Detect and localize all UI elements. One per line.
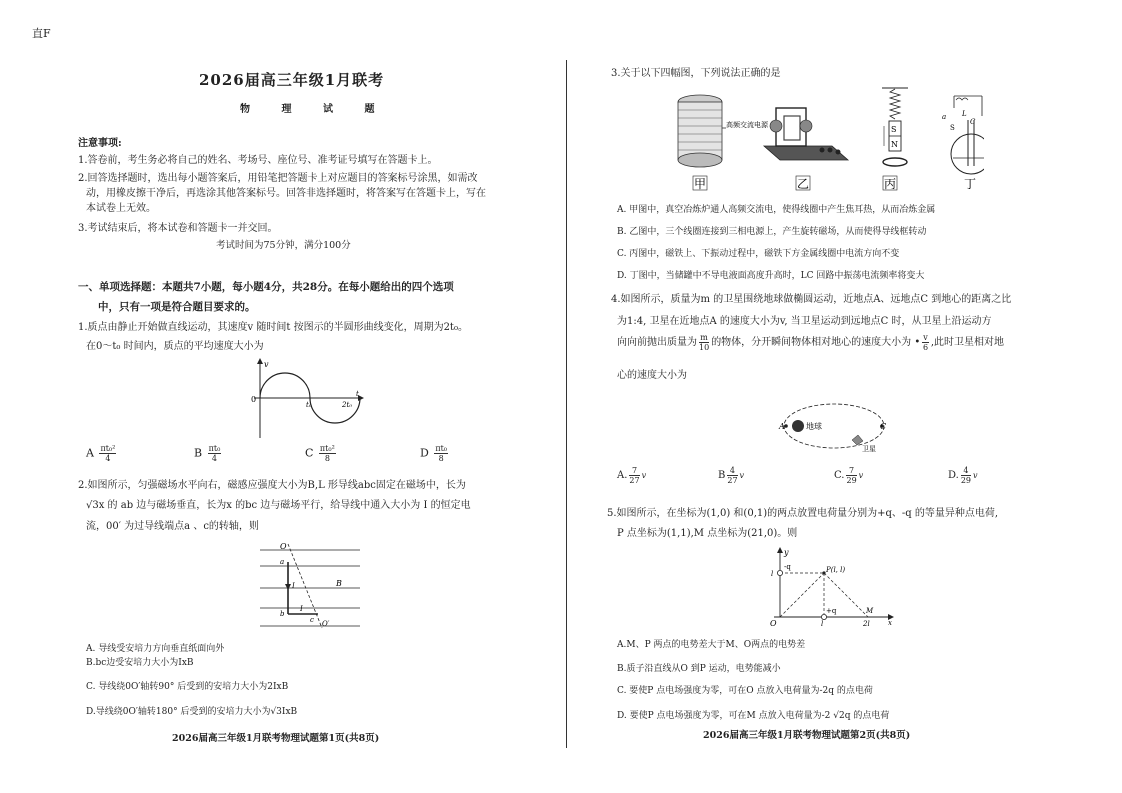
frac-num: 4 bbox=[727, 466, 737, 476]
time-info: 考试时间为75分钟，满分100分 bbox=[216, 240, 351, 251]
frac-num: πt₀² bbox=[100, 444, 116, 453]
q4-label-A: A bbox=[779, 422, 785, 431]
magnet-N: N bbox=[891, 140, 898, 149]
q2-option-d[interactable]: D.导线绕0O′轴转180° 后受到的安培力大小为√3IxB bbox=[86, 707, 298, 717]
q2-label-B: B bbox=[336, 579, 342, 588]
frac-den: 29 bbox=[846, 476, 857, 485]
furnace-image bbox=[678, 95, 769, 167]
frac-den: 10 bbox=[699, 343, 710, 352]
q3-option-b[interactable]: B. 乙图中，三个线圈连接到三相电源上，产生旋转磁场，从而使得导线框转动 bbox=[617, 227, 927, 237]
notice-line: 3.考试结束后，将本试卷和答题卡一并交回。 bbox=[78, 223, 278, 234]
section-heading: 一、单项选择题：本题共7小题，每小题4分，共28分。在每小题给出的四个选项 bbox=[78, 281, 454, 293]
option-unit: v bbox=[973, 471, 978, 480]
frac-den: 4 bbox=[211, 454, 217, 463]
q5-option-d[interactable]: D. 要使P 点电场强度为零，可在M 点放入电荷量为-2 √2q 的点电荷 bbox=[617, 711, 890, 721]
frac-num: 4 bbox=[961, 466, 971, 476]
q4-label-satellite: 卫星 bbox=[862, 445, 876, 453]
q5-option-a[interactable]: A.M、P 两点的电势差大于M、O两点的电势差 bbox=[617, 640, 806, 650]
q5-stem-cont: P 点坐标为(1,1),M 点坐标为(21,0)。则 bbox=[617, 528, 798, 539]
q4-text: ,此时卫星相对地 bbox=[930, 337, 1004, 348]
frac-num: πt₀² bbox=[319, 444, 335, 453]
q4-label-earth: 地球 bbox=[806, 422, 822, 431]
corner-mark: 直F bbox=[32, 27, 51, 40]
q2-label-b: b bbox=[280, 610, 285, 618]
q2-label-I2: I bbox=[300, 605, 303, 613]
q5-axis-x: x bbox=[888, 619, 892, 627]
q4-stem-cont: 心的速度大小为 bbox=[617, 370, 687, 381]
q4-stem: 4.如图所示，质量为m 的卫星围绕地球做椭圆运动，近地点A、远地点C 到地心的距离之比 bbox=[611, 294, 1012, 305]
q5-coordinate-figure bbox=[764, 545, 896, 627]
q1-option-d[interactable] bbox=[420, 444, 450, 463]
option-letter: C. bbox=[834, 470, 845, 481]
q4-option-a[interactable] bbox=[617, 466, 646, 485]
option-unit: v bbox=[739, 471, 745, 480]
q1-origin: 0 bbox=[251, 395, 257, 404]
page-footer-left: 2026届高三年级1月联考物理试题第1页(共8页) bbox=[172, 733, 380, 744]
option-letter: B bbox=[194, 446, 203, 460]
frac-num: πt₀ bbox=[208, 444, 221, 453]
q4-option-b[interactable] bbox=[718, 466, 744, 485]
notice-line: 1.答卷前，考生务必将自己的姓名、考场号、座位号、准考证号填写在答题卡上。 bbox=[78, 155, 438, 166]
notice-line: 动，用橡皮擦干净后，再选涂其他答案标号。回答非选择题时，将答案写在答题卡上，写在 bbox=[86, 188, 486, 199]
q5-label-minus-q: -q bbox=[784, 563, 791, 571]
q2-label-O2: O′ bbox=[322, 620, 330, 628]
q1-option-b[interactable] bbox=[194, 444, 223, 463]
q5-label-P: P(l, l) bbox=[826, 566, 846, 574]
option-unit: v bbox=[641, 471, 647, 480]
frac-den: 27 bbox=[629, 476, 640, 485]
frac-num: m bbox=[700, 333, 708, 342]
option-letter: A bbox=[86, 446, 94, 460]
q2-option-a[interactable]: A. 导线受安培力方向垂直纸面向外 bbox=[86, 644, 225, 654]
q5-axis-y: y bbox=[784, 548, 789, 557]
q2-stem-cont: √3x 的 ab 边与磁场垂直，长为x 的bc 边与磁场平行，给导线中通入大小为 I 的恒定电 bbox=[86, 500, 471, 511]
q5-label-O: O bbox=[770, 619, 777, 627]
q4-stem-cont: 为1:4, 卫星在近地点A 的速度大小为v, 当卫星运动到远地点C 时，从卫星上沿运动方 bbox=[617, 316, 992, 327]
section-heading-cont: 中，只有一项是符合题目要求的。 bbox=[98, 301, 256, 313]
q1-2t0: 2t₀ bbox=[342, 401, 353, 409]
exam-title: 2026届高三年级1月联考 bbox=[199, 71, 385, 89]
fig-label-bing: 丙 bbox=[884, 177, 897, 191]
q4-option-c[interactable] bbox=[834, 466, 863, 485]
q2-option-c[interactable]: C. 导线绕0O′轴转90° 后受到的安培力大小为2IxB bbox=[86, 682, 289, 692]
frac-den: 4 bbox=[105, 454, 111, 463]
frac-den: 8 bbox=[438, 454, 444, 463]
q3-figures bbox=[672, 86, 984, 198]
q4-orbit-figure bbox=[776, 396, 892, 458]
q1-stem-cont: 在0～t₀ 时间内，质点的平均速度大小为 bbox=[86, 341, 264, 352]
q2-label-c: c bbox=[310, 616, 314, 624]
option-letter: A. bbox=[617, 470, 628, 481]
lc-label-a: a bbox=[942, 113, 947, 121]
q3-option-d[interactable]: D. 丁图中，当储罐中不导电液面高度升高时，LC 回路中振荡电流频率将变大 bbox=[617, 271, 925, 281]
q4-stem-line3: 向向前抛出质量为 $\frac{m}{10}$ 的物体，分开瞬间物体相对地心的速度大小为 • $\frac{v}{6}$ ,此时卫星相对地 bbox=[617, 333, 1004, 352]
frac-num: 7 bbox=[629, 466, 639, 476]
spring-magnet-image bbox=[882, 88, 908, 166]
q4-text: 的物体，分开瞬间物体相对地心的速度大小为 bbox=[711, 337, 912, 348]
q5-stem: 5.如图所示，在坐标为(1,0) 和(0,1)的两点放置电荷量分别为+q、-q 的等量异种点电荷, bbox=[607, 508, 999, 519]
frac-num: πt₀ bbox=[435, 444, 448, 453]
lc-label-C: C bbox=[970, 118, 976, 126]
frac-den: 6 bbox=[923, 343, 929, 352]
fig-label-yi: 乙 bbox=[797, 177, 810, 191]
q5-tick-l: l bbox=[821, 620, 824, 627]
q1-velocity-graph bbox=[246, 358, 366, 440]
q2-magnetic-field-figure bbox=[258, 540, 362, 632]
option-letter: D bbox=[420, 446, 429, 460]
q2-label-O: O bbox=[280, 542, 287, 551]
frac-num: v bbox=[923, 333, 928, 342]
column-divider bbox=[566, 60, 567, 748]
q5-label-M: M bbox=[866, 607, 874, 615]
q2-label-a: a bbox=[280, 558, 285, 566]
q1-axis-t: t bbox=[356, 390, 359, 398]
option-letter: C bbox=[305, 446, 314, 460]
frac-den: 8 bbox=[324, 454, 330, 463]
q5-tick-2l: 2l bbox=[863, 620, 870, 627]
q2-stem: 2.如图所示，匀强磁场水平向右，磁感应强度大小为B,L 形导线abc固定在磁场中，长为 bbox=[78, 480, 466, 491]
q1-t0: t₀ bbox=[306, 401, 312, 409]
q2-option-b[interactable]: B.bc边受安培力大小为IxB bbox=[86, 658, 194, 668]
option-letter: B bbox=[718, 470, 726, 481]
q2-label-I: I bbox=[292, 582, 295, 590]
q3-option-c[interactable]: C. 丙图中，磁铁上、下振动过程中，磁铁下方金属线圈中电流方向不变 bbox=[617, 249, 900, 259]
frac-num: 7 bbox=[846, 466, 856, 476]
fig-label-ding: 丁 bbox=[964, 177, 977, 191]
lc-label-L: L bbox=[962, 110, 967, 118]
option-unit: v bbox=[858, 471, 864, 480]
q3-stem: 3.关于以下四幅图，下列说法正确的是 bbox=[611, 68, 781, 79]
q1-axis-v: v bbox=[264, 360, 269, 369]
lc-label-S: S bbox=[950, 124, 955, 132]
fig-label-jia: 甲 bbox=[694, 177, 707, 191]
furnace-label: 高频交流电源 bbox=[726, 121, 768, 129]
option-letter: D. bbox=[948, 470, 959, 481]
q5-label-plus-q: +q bbox=[826, 607, 837, 615]
frac-den: 27 bbox=[727, 476, 738, 485]
q1-option-a[interactable] bbox=[86, 444, 118, 463]
exam-subject: 物 理 试 题 bbox=[240, 104, 389, 115]
q5-option-c[interactable]: C. 要使P 点电场强度为零，可在O 点放入电荷量为-2q 的点电荷 bbox=[617, 686, 873, 696]
q1-stem: 1.质点由静止开始做直线运动，其速度v 随时间t 按图示的半圆形曲线变化，周期为2t₀。 bbox=[78, 322, 468, 333]
q2-stem-cont: 流，00′ 为过导线端点a 、c的转轴，则 bbox=[86, 521, 259, 532]
lc-tank-image bbox=[942, 96, 984, 174]
q5-option-b[interactable]: B.质子沿直线从O 到P 运动，电势能减小 bbox=[617, 664, 781, 674]
magnet-S: S bbox=[891, 125, 897, 134]
notice-line: 2.回答选择题时，选出每小题答案后，用铅笔把答题卡上对应题目的答案标号涂黑，如需改 bbox=[78, 173, 478, 184]
q3-option-a[interactable]: A. 甲图中，真空冶炼炉通人高频交流电，使得线圈中产生焦耳热，从而冶炼金属 bbox=[617, 205, 936, 215]
q4-option-d[interactable] bbox=[948, 466, 978, 485]
frac-den: 29 bbox=[960, 476, 972, 485]
q4-text: 向向前抛出质量为 bbox=[617, 337, 697, 348]
q1-option-c[interactable] bbox=[305, 444, 338, 463]
page-footer-right: 2026届高三年级1月联考物理试题第2页(共8页) bbox=[703, 730, 911, 741]
q4-label-C: C bbox=[880, 422, 887, 431]
notice-heading: 注意事项: bbox=[78, 138, 122, 149]
three-phase-image bbox=[764, 108, 848, 160]
notice-line: 本试卷上无效。 bbox=[86, 203, 156, 214]
q5-label-l: l bbox=[771, 570, 774, 578]
